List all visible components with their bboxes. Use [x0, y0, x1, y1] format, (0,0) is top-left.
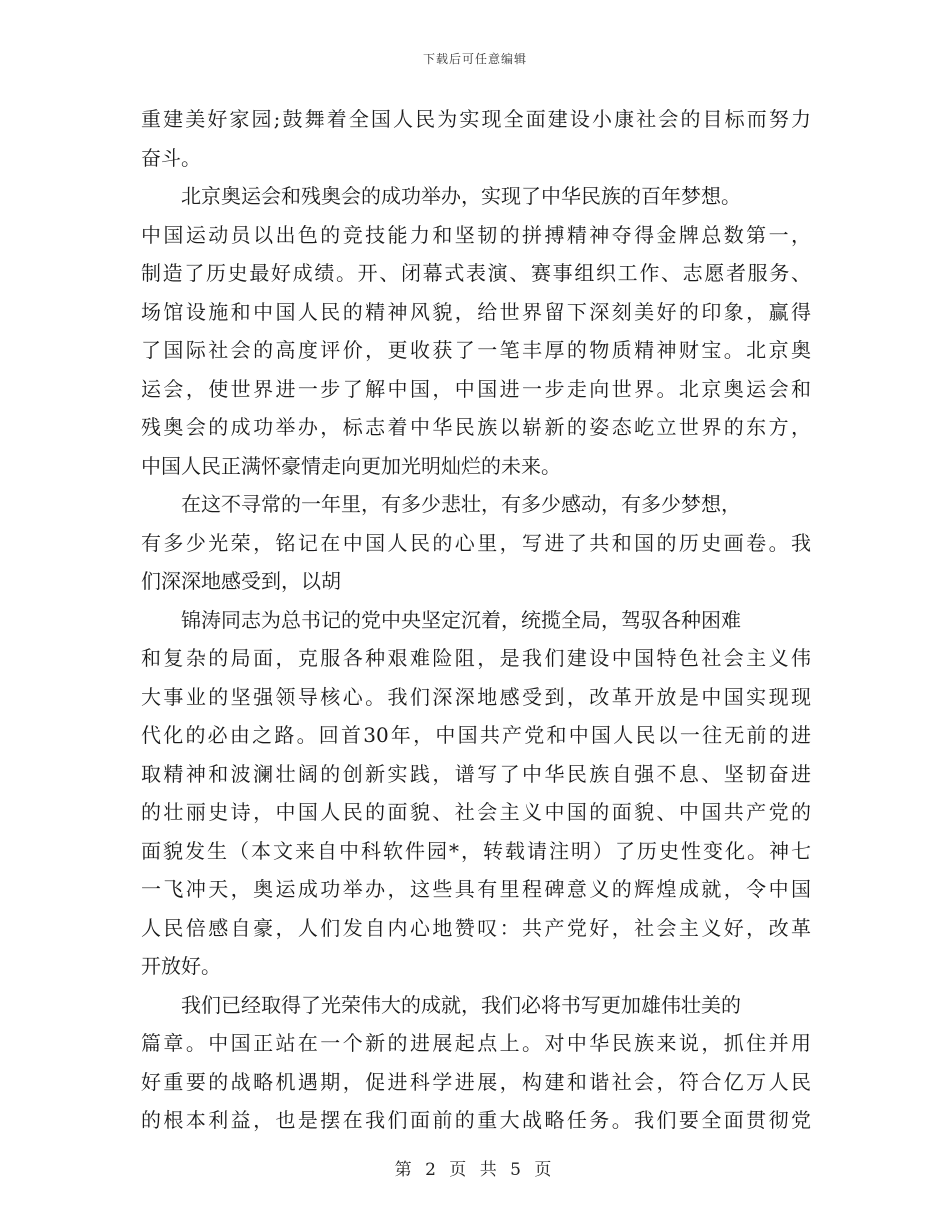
- text-line: 中国人民正满怀豪情走向更加光明灿烂的未来。: [141, 453, 561, 478]
- text-line: 篇章。中国正站在一个新的进展起点上。对中华民族来说，抓住并用: [141, 1031, 811, 1055]
- text-line: 取精神和波澜壮阔的创新实践，谱写了中华民族自强不息、坚韧奋进: [141, 761, 811, 786]
- paragraph-start-line: 锦涛同志为总书记的党中央坚定沉着，统揽全局，驾驭各种困难: [181, 607, 741, 632]
- text-line: 人民倍感自豪，人们发自内心地赞叹：共产党好，社会主义好，改革: [141, 915, 811, 940]
- text-line: 和复杂的局面，克服各种艰难险阻，是我们建设中国特色社会主义伟: [141, 646, 811, 670]
- text-line: 大事业的坚强领导核心。我们深深地感受到，改革开放是中国实现现: [141, 684, 811, 709]
- paragraph-start-line: 北京奥运会和残奥会的成功举办，实现了中华民族的百年梦想。: [181, 184, 741, 208]
- text-line: 制造了历史最好成绩。开、闭幕式表演、赛事组织工作、志愿者服务、: [141, 261, 811, 285]
- text-line: 好重要的战略机遇期，促进科学进展，构建和谐社会，符合亿万人民: [141, 1069, 811, 1094]
- text-line: 一飞冲天，奥运成功举办，这些具有里程碑意义的辉煌成就，令中国: [141, 877, 811, 901]
- page-header: 下载后可任意编辑: [422, 52, 527, 66]
- text-line: 代化的必由之路。回首30年，中国共产党和中国人民以一往无前的进: [141, 723, 811, 747]
- text-line: 了国际社会的高度评价，更收获了一笔丰厚的物质精神财宝。北京奥: [141, 338, 811, 362]
- text-line: 重建美好家园;鼓舞着全国人民为实现全面建设小康社会的目标而努力: [141, 107, 811, 131]
- document-body: [141, 100, 811, 1140]
- text-line: 中国运动员以出色的竞技能力和坚韧的拼搏精神夺得金牌总数第一，: [141, 222, 811, 247]
- text-line: 面貌发生（本文来自中科软件园*，转载请注明）了历史性变化。神七: [141, 838, 811, 863]
- text-line: 们深深地感受到，以胡: [141, 569, 341, 593]
- text-line: 有多少光荣，铭记在中国人民的心里，写进了共和国的历史画卷。我: [141, 530, 811, 555]
- page-number-footer: 第 2 页 共 5 页: [394, 1160, 556, 1180]
- text-line: 奋斗。: [141, 145, 201, 170]
- text-line: 的根本利益，也是摆在我们面前的重大战略任务。我们要全面贯彻党: [141, 1108, 811, 1132]
- paragraph-start-line: 我们已经取得了光荣伟大的成就，我们必将书写更加雄伟壮美的: [181, 992, 741, 1017]
- text-line: 开放好。: [141, 954, 221, 978]
- text-line: 场馆设施和中国人民的精神风貌，给世界留下深刻美好的印象，赢得: [141, 299, 811, 324]
- text-line: 残奥会的成功举办，标志着中华民族以崭新的姿态屹立世界的东方，: [141, 415, 811, 439]
- paragraph-start-line: 在这不寻常的一年里，有多少悲壮，有多少感动，有多少梦想，: [181, 492, 741, 516]
- text-line: 的壮丽史诗，中国人民的面貌、社会主义中国的面貌、中国共产党的: [141, 800, 811, 824]
- text-line: 运会，使世界进一步了解中国，中国进一步走向世界。北京奥运会和: [141, 376, 811, 401]
